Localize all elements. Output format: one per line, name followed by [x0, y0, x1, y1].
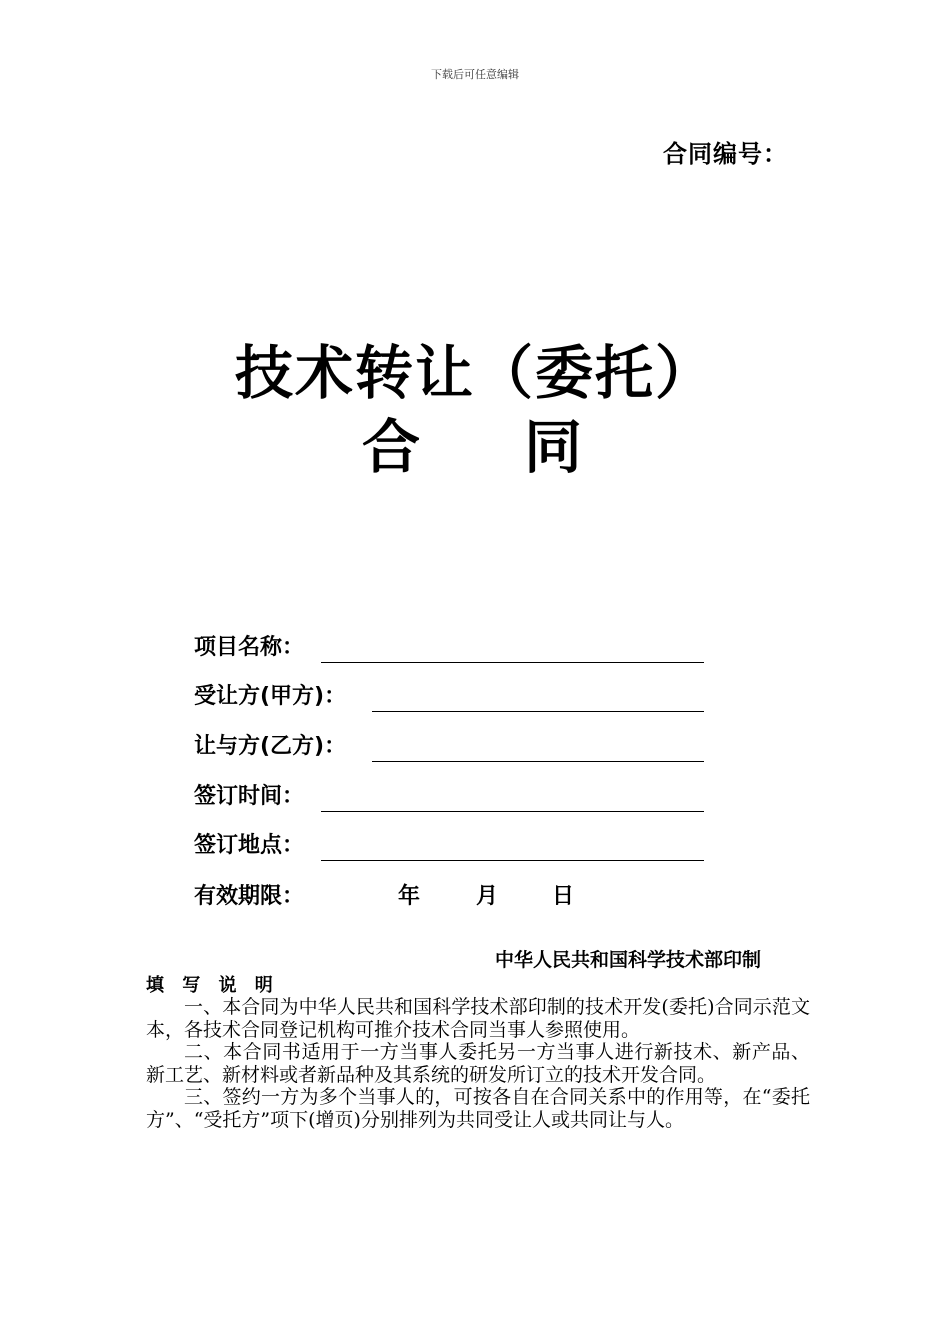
- printer-note: 中华人民共和国科学技术部印制: [495, 949, 762, 971]
- contract-number-label: 合同编号：: [663, 140, 788, 168]
- validity-month: 月: [476, 884, 499, 909]
- signing-date-field: [194, 780, 304, 814]
- validity-day: 日: [552, 884, 575, 909]
- document-title-line2: [362, 400, 582, 484]
- project-name-field: [194, 631, 304, 665]
- signing-place-label: 签订地点：: [194, 833, 305, 858]
- transferor-label: 让与方(乙方)：: [194, 734, 347, 759]
- signing-place-field: [194, 829, 304, 863]
- instructions-heading: 填 写 说 明: [146, 975, 279, 996]
- validity-field: [194, 880, 575, 914]
- signing-date-label: 签订时间：: [194, 784, 305, 809]
- transferee-blank-line[interactable]: [372, 711, 704, 712]
- project-name-blank-line[interactable]: [321, 662, 704, 663]
- title-char-tong: 同: [524, 413, 583, 481]
- instruction-item: 一、本合同为中华人民共和国科学技术部印制的技术开发(委托)合同示范文本，各技术合同登记机构可推介技术合同当事人参照使用。: [146, 996, 810, 1041]
- instruction-item: 二、本合同书适用于一方当事人委托另一方当事人进行新技术、新产品、新工艺、新材料或者新品种及其系统的研发所订立的技术开发合同。: [146, 1041, 810, 1086]
- transferee-label: 受让方(甲方)：: [194, 684, 347, 709]
- transferor-field: [194, 730, 346, 764]
- document-title: 技术转让（委托）: [234, 339, 715, 407]
- title-char-he: 合: [362, 413, 421, 481]
- instruction-item: 三、签约一方为多个当事人的，可按各自在合同关系中的作用等，在“委托方”、“受托方”项下(增页)分别排列为共同受让人或共同让与人。: [146, 1086, 810, 1131]
- header-note: 下载后可任意编辑: [431, 68, 519, 81]
- instructions-body: [146, 996, 810, 1131]
- signing-date-blank-line[interactable]: [321, 811, 704, 812]
- validity-year: 年: [398, 884, 421, 909]
- transferor-blank-line[interactable]: [372, 761, 704, 762]
- signing-place-blank-line[interactable]: [321, 860, 704, 861]
- project-name-label: 项目名称：: [194, 635, 305, 660]
- transferee-field: [194, 680, 346, 714]
- validity-label: 有效期限：: [194, 884, 305, 909]
